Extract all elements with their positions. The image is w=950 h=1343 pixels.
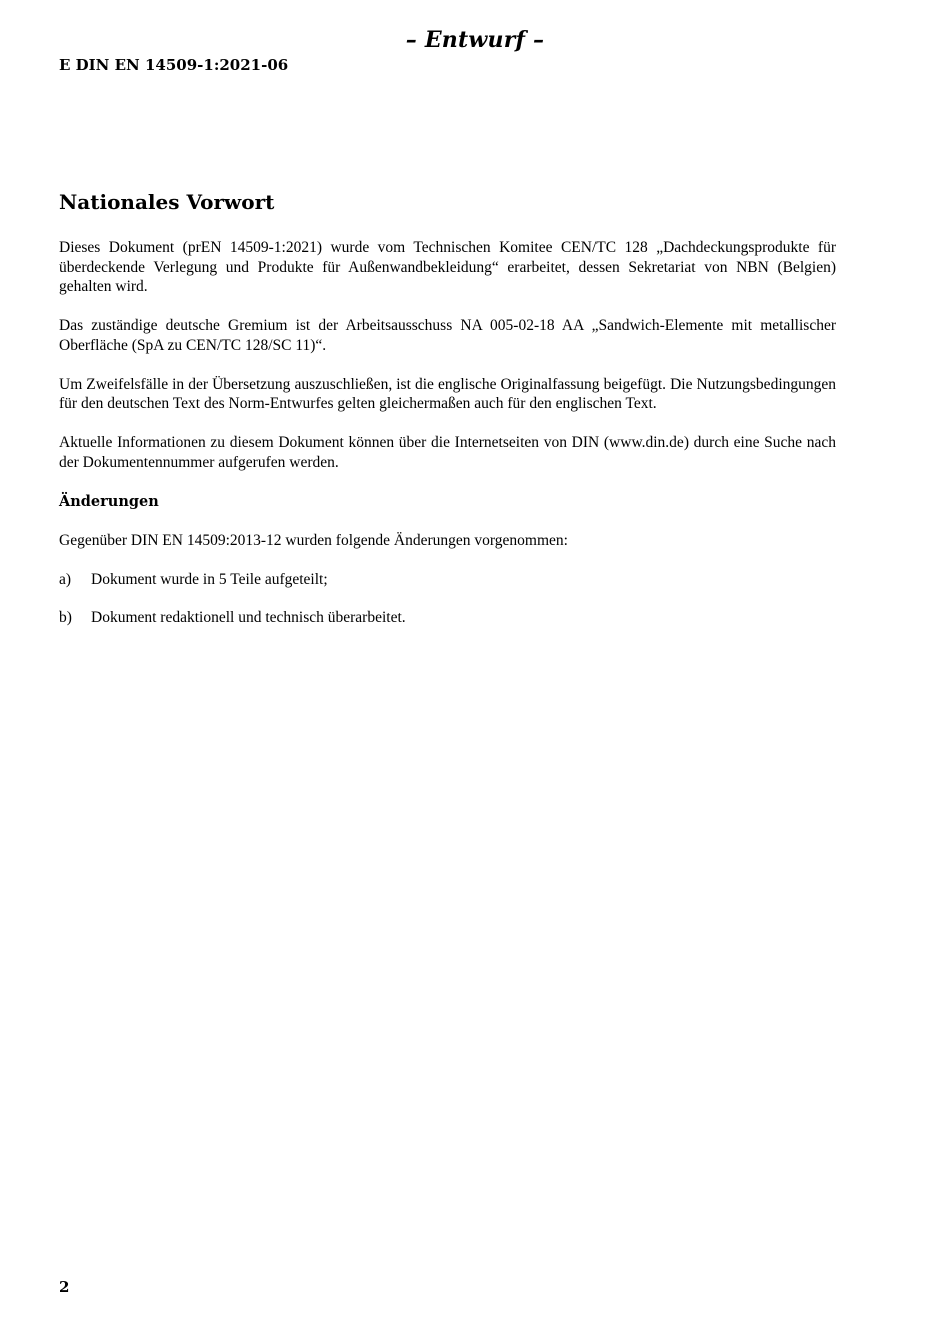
changes-intro: Gegenüber DIN EN 14509:2013-12 wurden folgende Änderungen vorgenommen: [59, 531, 568, 549]
foreword-section [59, 187, 836, 647]
paragraph-national-body: Das zuständige deutsche Gremium ist der Arbeitsausschuss NA 005-02-18 AA „Sandwich-Elemente mit metallischer Oberfläche (SpA zu CEN/TC 128/SC 11)“. [59, 317, 836, 354]
paragraph-committee: Dieses Dokument (prEN 14509-1:2021) wurde vom Technischen Komitee CEN/TC 128 „Dachdeckungsprodukte für überdeckende Verlegung und Produkte für Außenwandbekleidung“ erarbeitet, dessen Sekretariat von NBN (Belgien) gehalten wird. [59, 239, 836, 295]
paragraph-translation: Um Zweifelsfälle in der Übersetzung auszuschließen, ist die englische Originalfassung beigefügt. Die Nutzungsbedingungen für den deutschen Text des Norm-Entwurfes gelten gleichermaßen auch für den englischen Text. [59, 375, 836, 412]
list-marker: b) [59, 609, 72, 626]
list-item-text: Dokument wurde in 5 Teile aufgeteilt; [91, 570, 328, 588]
draft-mark: – Entwurf – [405, 27, 545, 53]
page-number: 2 [59, 1278, 70, 1296]
list-item-text: Dokument redaktionell und technisch überarbeitet. [91, 609, 406, 626]
changes-heading: Änderungen [59, 492, 159, 510]
document-id: E DIN EN 14509-1:2021-06 [59, 56, 289, 74]
paragraph-information: Aktuelle Informationen zu diesem Dokument können über die Internetseiten von DIN (www.din.de) durch eine Suche nach der Dokumentennummer aufgerufen werden. [59, 434, 836, 471]
list-marker: a) [59, 570, 72, 588]
changes-list [59, 570, 836, 628]
list-item [59, 608, 836, 628]
list-item [59, 570, 836, 590]
section-title: Nationales Vorwort [59, 190, 275, 214]
